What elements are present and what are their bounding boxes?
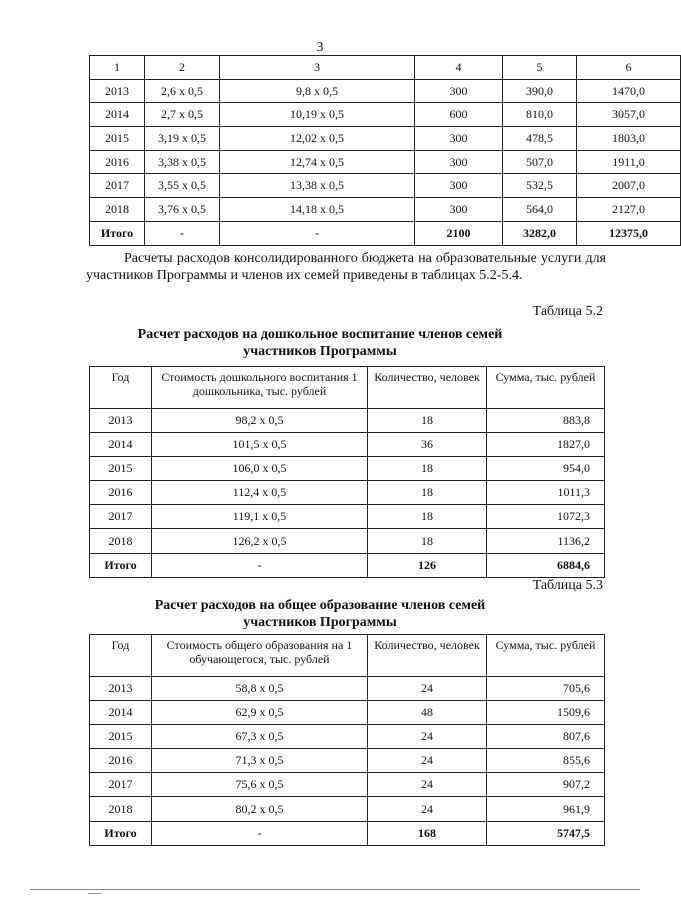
table-row	[90, 433, 605, 457]
header-cell: 3	[220, 56, 415, 80]
table-cell: 2,6 х 0,5	[145, 79, 220, 103]
table-cell: 954,0	[487, 457, 605, 481]
table-cell: 24	[368, 677, 487, 701]
table-cell: 119,1 х 0,5	[152, 505, 368, 529]
table-cell: 101,5 х 0,5	[152, 433, 368, 457]
table-caption-5-3	[0, 597, 640, 631]
table-cell: 2016	[90, 150, 145, 174]
table-cell: 2014	[90, 701, 152, 725]
total-cell: Итого	[90, 553, 152, 577]
table-cell: 13,38 х 0,5	[220, 174, 415, 198]
table-cell: 24	[368, 797, 487, 821]
table-row	[90, 725, 605, 749]
table-cell: 1136,2	[487, 529, 605, 553]
table-row	[90, 103, 681, 127]
table-cell: 390,0	[503, 79, 577, 103]
header-cell: Год	[90, 367, 152, 409]
caption-line: Расчет расходов на общее образование членов семей	[154, 598, 486, 613]
table-cell: 10,19 х 0,5	[220, 103, 415, 127]
caption-line: участников Программы	[243, 344, 397, 359]
table-cell: 907,2	[487, 773, 605, 797]
table-total-row	[90, 553, 605, 577]
total-cell: -	[220, 221, 415, 245]
table-cell: 18	[368, 505, 487, 529]
table-row	[90, 457, 605, 481]
table-header-row	[90, 56, 681, 80]
header-cell: 6	[577, 56, 681, 80]
table-cell: 2014	[90, 103, 145, 127]
table-row	[90, 409, 605, 433]
header-cell: Сумма, тыс. рублей	[487, 635, 605, 677]
table-total-row	[90, 221, 681, 245]
table-cell: 67,3 х 0,5	[152, 725, 368, 749]
header-cell: 4	[415, 56, 503, 80]
table-row	[90, 198, 681, 222]
table-cell: 3,19 х 0,5	[145, 127, 220, 151]
table-cell: 14,18 х 0,5	[220, 198, 415, 222]
table-cell: 961,9	[487, 797, 605, 821]
table-row	[90, 481, 605, 505]
table-cell: 9,8 х 0,5	[220, 79, 415, 103]
total-cell: -	[152, 821, 368, 845]
table-cell: 3,38 х 0,5	[145, 150, 220, 174]
total-cell: Итого	[90, 821, 152, 845]
table-cell: 2017	[90, 773, 152, 797]
table-row	[90, 773, 605, 797]
table-cell: 12,02 х 0,5	[220, 127, 415, 151]
table-row	[90, 797, 605, 821]
table-caption-5-2	[0, 326, 640, 360]
general-education-costs-table	[89, 634, 605, 846]
table-row	[90, 79, 681, 103]
table-row	[90, 701, 605, 725]
table-cell: 18	[368, 457, 487, 481]
table-cell: 300	[415, 198, 503, 222]
table-cell: 24	[368, 773, 487, 797]
table-cell: 1911,0	[577, 150, 681, 174]
table-cell: 1803,0	[577, 127, 681, 151]
header-cell: 1	[90, 56, 145, 80]
table-cell: 112,4 х 0,5	[152, 481, 368, 505]
total-cell: -	[152, 553, 368, 577]
table-cell: 2013	[90, 79, 145, 103]
table-cell: 106,0 х 0,5	[152, 457, 368, 481]
total-cell: 168	[368, 821, 487, 845]
table-cell: 1072,3	[487, 505, 605, 529]
table-cell: 2016	[90, 481, 152, 505]
table-cell: 48	[368, 701, 487, 725]
table-cell: 24	[368, 749, 487, 773]
total-cell: 2100	[415, 221, 503, 245]
table-cell: 58,8 х 0,5	[152, 677, 368, 701]
table-cell: 807,6	[487, 725, 605, 749]
total-cell: 126	[368, 553, 487, 577]
table-row	[90, 150, 681, 174]
table-cell: 1011,3	[487, 481, 605, 505]
preschool-costs-table	[89, 366, 605, 578]
total-cell: -	[145, 221, 220, 245]
header-cell: Количество, человек	[368, 635, 487, 677]
header-cell: Количество, человек	[368, 367, 487, 409]
table-cell: 2018	[90, 198, 145, 222]
table-cell: 12,74 х 0,5	[220, 150, 415, 174]
table-cell: 883,8	[487, 409, 605, 433]
table-label-5-2: Таблица 5.2	[532, 304, 603, 319]
table-cell: 855,6	[487, 749, 605, 773]
table-cell: 300	[415, 79, 503, 103]
table-cell: 705,6	[487, 677, 605, 701]
table-cell: 80,2 х 0,5	[152, 797, 368, 821]
table-cell: 300	[415, 127, 503, 151]
table-cell: 2018	[90, 797, 152, 821]
table-cell: 478,5	[503, 127, 577, 151]
header-cell: 2	[145, 56, 220, 80]
table-cell: 98,2 х 0,5	[152, 409, 368, 433]
total-cell: 5747,5	[487, 821, 605, 845]
table-cell: 1509,6	[487, 701, 605, 725]
table-row	[90, 677, 605, 701]
table-cell: 3057,0	[577, 103, 681, 127]
table-cell: 300	[415, 174, 503, 198]
table-cell: 2013	[90, 677, 152, 701]
body-paragraph: Расчеты расходов консолидированного бюджета на образовательные услуги для участников Программы и членов их семей приведены в таблицах 5.2-5.4.	[86, 251, 606, 283]
table-cell: 2017	[90, 174, 145, 198]
table-cell: 2015	[90, 457, 152, 481]
table-cell: 126,2 х 0,5	[152, 529, 368, 553]
table-row	[90, 749, 605, 773]
header-cell: Стоимость дошкольного воспитания 1 дошкольника, тыс. рублей	[152, 367, 368, 409]
caption-line: Расчет расходов на дошкольное воспитание членов семей	[137, 327, 503, 342]
table-cell: 2017	[90, 505, 152, 529]
table-cell: 2007,0	[577, 174, 681, 198]
table-cell: 1827,0	[487, 433, 605, 457]
page-number: 3	[316, 40, 324, 55]
table-cell: 18	[368, 529, 487, 553]
total-cell: Итого	[90, 221, 145, 245]
table-cell: 2018	[90, 529, 152, 553]
total-cell: 6884,6	[487, 553, 605, 577]
table-cell: 2014	[90, 433, 152, 457]
table-cell: 18	[368, 481, 487, 505]
table-cell: 24	[368, 725, 487, 749]
header-cell: Год	[90, 635, 152, 677]
table-cell: 300	[415, 150, 503, 174]
table-cell: 564,0	[503, 198, 577, 222]
caption-line: участников Программы	[243, 615, 397, 630]
table-row	[90, 127, 681, 151]
header-cell: Стоимость общего образования на 1 обучающегося, тыс. рублей	[152, 635, 368, 677]
table-cell: 75,6 х 0,5	[152, 773, 368, 797]
total-cell: 12375,0	[577, 221, 681, 245]
table-cell: 2,7 х 0,5	[145, 103, 220, 127]
table-cell: 3,55 х 0,5	[145, 174, 220, 198]
table-cell: 600	[415, 103, 503, 127]
scan-mark	[88, 893, 102, 894]
table-cell: 2016	[90, 749, 152, 773]
scan-bottom-rule	[30, 889, 640, 890]
table-cell: 71,3 х 0,5	[152, 749, 368, 773]
table-cell: 2013	[90, 409, 152, 433]
budget-table-continuation	[89, 55, 681, 246]
header-cell: 5	[503, 56, 577, 80]
table-row	[90, 529, 605, 553]
table-cell: 1470,0	[577, 79, 681, 103]
total-cell: 3282,0	[503, 221, 577, 245]
table-header-row	[90, 635, 605, 677]
table-cell: 810,0	[503, 103, 577, 127]
table-cell: 3,76 х 0,5	[145, 198, 220, 222]
table-total-row	[90, 821, 605, 845]
table-label-5-3: Таблица 5.3	[532, 578, 603, 593]
table-row	[90, 505, 605, 529]
table-cell: 62,9 х 0,5	[152, 701, 368, 725]
table-cell: 2127,0	[577, 198, 681, 222]
table-cell: 36	[368, 433, 487, 457]
table-cell: 507,0	[503, 150, 577, 174]
table-header-row	[90, 367, 605, 409]
table-cell: 2015	[90, 127, 145, 151]
table-cell: 18	[368, 409, 487, 433]
table-cell: 532,5	[503, 174, 577, 198]
table-cell: 2015	[90, 725, 152, 749]
table-row	[90, 174, 681, 198]
header-cell: Сумма, тыс. рублей	[487, 367, 605, 409]
